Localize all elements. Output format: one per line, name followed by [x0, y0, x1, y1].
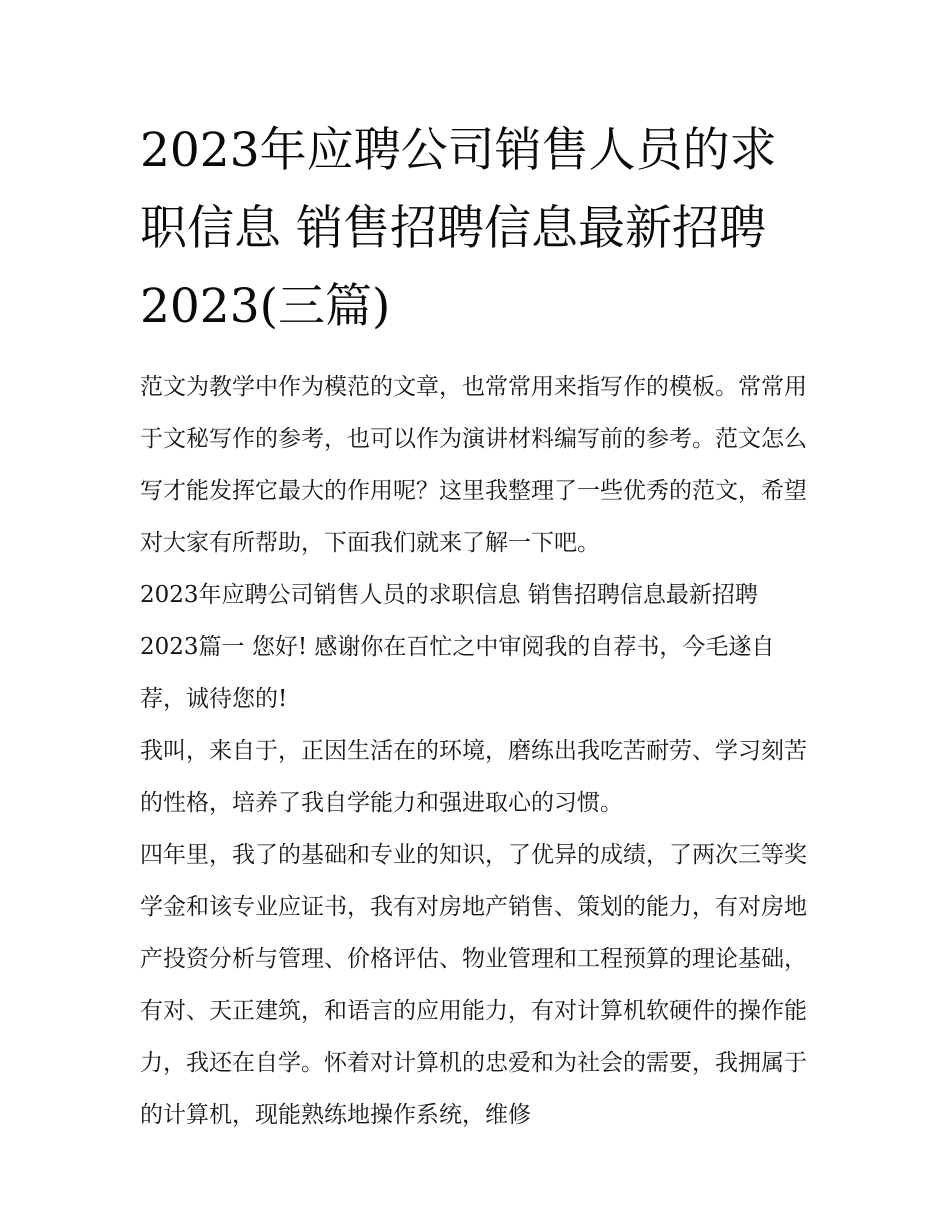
paragraph-intro: 范文为教学中作为模范的文章，也常常用来指写作的模板。常常用于文秘写作的参考，也可以作为演讲材料编写前的参考。范文怎么写才能发挥它最大的作用呢？这里我整理了一些优秀的范文，希望对大家有所帮助，下面我们就来了解一下吧。: [140, 374, 807, 556]
paragraph-self-intro: 我叫，来自于，正因生活在的环境，磨练出我吃苦耐劳、学习刻苦的性格，培养了我自学能力和强进取心的习惯。: [140, 738, 807, 816]
document-body: [140, 361, 812, 1141]
document-page: [140, 0, 812, 1141]
paragraph-education: 四年里，我了的基础和专业的知识，了优异的成绩，了两次三等奖学金和该专业应证书，我有对房地产销售、策划的能力，有对房地产投资分析与管理、价格评估、物业管理和工程预算的理论基础，有对、天正建筑，和语言的应用能力，有对计算机软硬件的操作能力，我还在自学。怀着对计算机的忠爱和为社会的需要，我拥属于的计算机，现能熟练地操作系统，维修: [140, 842, 807, 1128]
document-title: 2023年应聘公司销售人员的求职信息 销售招聘信息最新招聘2023(三篇): [140, 123, 777, 334]
paragraph-greeting: 2023年应聘公司销售人员的求职信息 销售招聘信息最新招聘2023篇一 您好! 感谢你在百忙之中审阅我的自荐书，今毛遂自荐，诚待您的!: [140, 582, 775, 712]
